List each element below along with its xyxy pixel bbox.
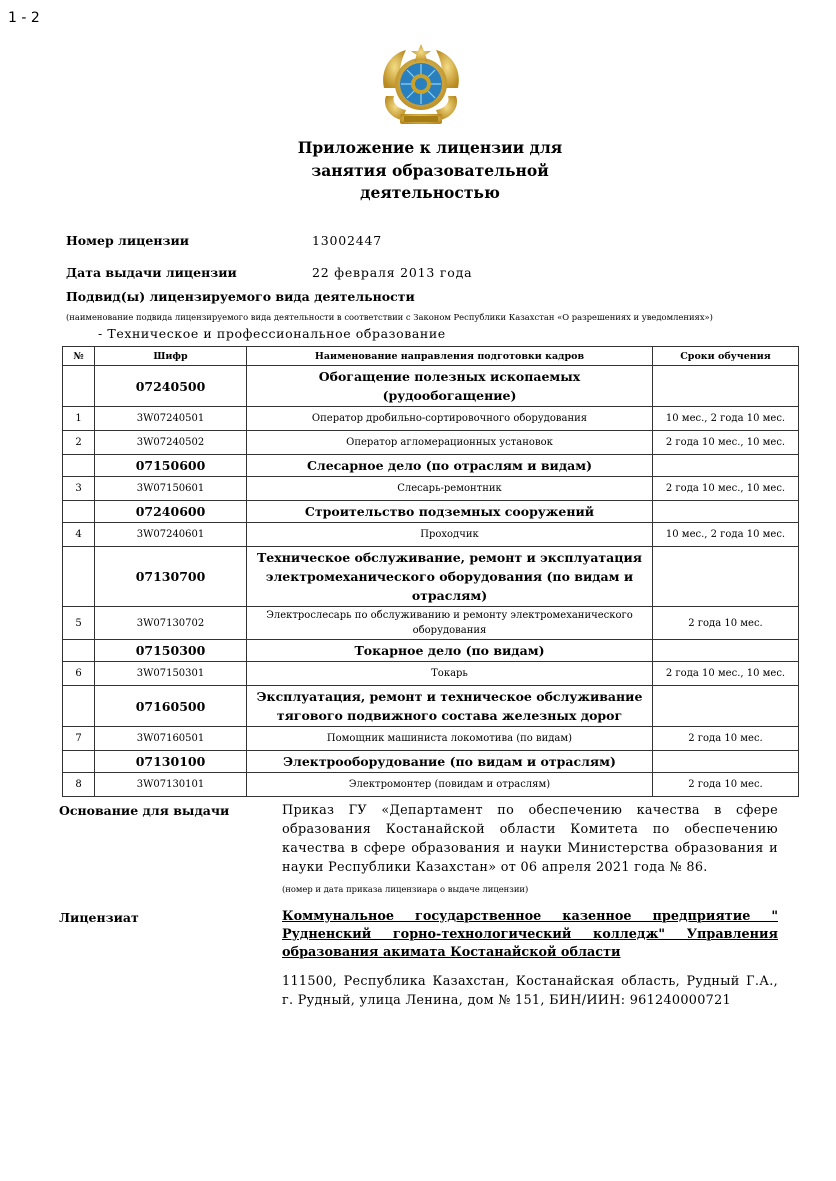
cell-number: [63, 366, 95, 407]
state-emblem-icon: [376, 40, 466, 132]
table-row: [63, 431, 799, 455]
cell-name: Помощник машиниста локомотива (по видам): [247, 727, 653, 751]
table-row: [63, 773, 799, 797]
cell-number: 2: [63, 431, 95, 455]
title-line: Приложение к лицензии для: [297, 138, 563, 157]
header-number: №: [63, 347, 95, 366]
cell-term: 10 мес., 2 года 10 мес.: [653, 407, 799, 431]
cell-number: [63, 501, 95, 523]
cell-name: Электрооборудование (по видам и отраслям): [247, 751, 653, 773]
table-group-row: [63, 501, 799, 523]
licensee-name: Коммунальное государственное казенное предприятие " Рудненский горно-технологический колледж" Управления образования акимата Костанайской области: [282, 909, 778, 960]
table-row: [63, 607, 799, 640]
cell-term: [653, 640, 799, 662]
activity-type: - Техническое и профессиональное образование: [98, 326, 446, 341]
cell-code: 07240600: [95, 501, 247, 523]
header-term: Сроки обучения: [653, 347, 799, 366]
license-date-label: Дата выдачи лицензии: [66, 265, 237, 280]
title-line: деятельностью: [360, 183, 500, 202]
cell-term: 2 года 10 мес., 10 мес.: [653, 662, 799, 686]
licensee-address: 111500, Республика Казахстан, Костанайская область, Рудный Г.А., г. Рудный, улица Ленина, дом № 151, БИН/ИИН: 961240000721: [282, 974, 778, 1008]
cell-name: Электрослесарь по обслуживанию и ремонту электромеханического оборудования: [247, 607, 653, 640]
subtypes-label: Подвид(ы) лицензируемого вида деятельности: [66, 289, 415, 304]
table-row: [63, 523, 799, 547]
cell-code: 3W07150601: [95, 477, 247, 501]
cell-name: Эксплуатация, ремонт и техническое обслуживание тягового подвижного состава железных дорог: [247, 686, 653, 727]
cell-code: 07240500: [95, 366, 247, 407]
table-group-row: [63, 686, 799, 727]
cell-number: 8: [63, 773, 95, 797]
cell-code: 3W07150301: [95, 662, 247, 686]
cell-number: 7: [63, 727, 95, 751]
table-row: [63, 662, 799, 686]
table-group-row: [63, 455, 799, 477]
cell-code: 3W07240501: [95, 407, 247, 431]
cell-code: 3W07130101: [95, 773, 247, 797]
cell-code: 3W07160501: [95, 727, 247, 751]
cell-number: 4: [63, 523, 95, 547]
cell-code: 3W07240502: [95, 431, 247, 455]
table-group-row: [63, 640, 799, 662]
cell-term: [653, 686, 799, 727]
cell-term: 2 года 10 мес.: [653, 727, 799, 751]
cell-term: [653, 501, 799, 523]
cell-name: Проходчик: [247, 523, 653, 547]
license-number-value: 13002447: [312, 233, 383, 248]
license-number-label: Номер лицензии: [66, 233, 189, 248]
cell-name: Токарное дело (по видам): [247, 640, 653, 662]
table-header-row: [63, 347, 799, 366]
table-group-row: [63, 547, 799, 607]
subtypes-note: (наименование подвида лицензируемого вида деятельности в соответствии с Законом Республики Казахстан «О разрешениях и уведомлениях»): [66, 312, 713, 322]
cell-name: Строительство подземных сооружений: [247, 501, 653, 523]
licensee-label: Лицензиат: [59, 910, 139, 925]
cell-code: 07130700: [95, 547, 247, 607]
cell-number: 3: [63, 477, 95, 501]
cell-term: [653, 547, 799, 607]
cell-code: 07130100: [95, 751, 247, 773]
cell-term: 10 мес., 2 года 10 мес.: [653, 523, 799, 547]
header-name: Наименование направления подготовки кадров: [247, 347, 653, 366]
cell-term: 2 года 10 мес., 10 мес.: [653, 431, 799, 455]
cell-name: Обогащение полезных ископаемых (рудообогащение): [247, 366, 653, 407]
cell-code: 07150600: [95, 455, 247, 477]
cell-code: 07160500: [95, 686, 247, 727]
table-row: [63, 407, 799, 431]
cell-name: Слесарь-ремонтник: [247, 477, 653, 501]
table-row: [63, 727, 799, 751]
cell-term: [653, 751, 799, 773]
license-date-value: 22 февраля 2013 года: [312, 265, 473, 280]
title-line: занятия образовательной: [311, 160, 549, 180]
cell-number: 6: [63, 662, 95, 686]
basis-note: (номер и дата приказа лицензиара о выдаче лицензии): [282, 884, 529, 894]
cell-code: 3W07130702: [95, 607, 247, 640]
cell-code: 07150300: [95, 640, 247, 662]
cell-term: 2 года 10 мес.: [653, 773, 799, 797]
cell-number: 5: [63, 607, 95, 640]
cell-name: Оператор дробильно-сортировочного оборудования: [247, 407, 653, 431]
training-programs-table: [62, 346, 799, 797]
cell-number: [63, 751, 95, 773]
cell-term: 2 года 10 мес.: [653, 607, 799, 640]
cell-number: [63, 455, 95, 477]
table-group-row: [63, 366, 799, 407]
basis-text: Приказ ГУ «Департамент по обеспечению качества в сфере образования Костанайской области Комитета по обеспечению качества в сфере образования и науки Министерства образования и науки Республики Казахстан» от 06 апреля 2021 года № 86.: [282, 803, 778, 875]
table-group-row: [63, 751, 799, 773]
cell-number: [63, 547, 95, 607]
cell-number: [63, 640, 95, 662]
cell-number: 1: [63, 407, 95, 431]
header-code: Шифр: [95, 347, 247, 366]
cell-name: Слесарное дело (по отраслям и видам): [247, 455, 653, 477]
cell-term: [653, 366, 799, 407]
table-row: [63, 477, 799, 501]
basis-label: Основание для выдачи: [59, 803, 230, 818]
cell-name: Токарь: [247, 662, 653, 686]
cell-name: Оператор агломерационных установок: [247, 431, 653, 455]
cell-term: 2 года 10 мес., 10 мес.: [653, 477, 799, 501]
cell-code: 3W07240601: [95, 523, 247, 547]
cell-name: Электромонтер (повидам и отраслям): [247, 773, 653, 797]
cell-name: Техническое обслуживание, ремонт и эксплуатация электромеханического оборудования (по видам и отраслям): [247, 547, 653, 607]
cell-number: [63, 686, 95, 727]
document-title: [220, 137, 640, 205]
cell-term: [653, 455, 799, 477]
page-number: 1 - 2: [8, 10, 40, 26]
